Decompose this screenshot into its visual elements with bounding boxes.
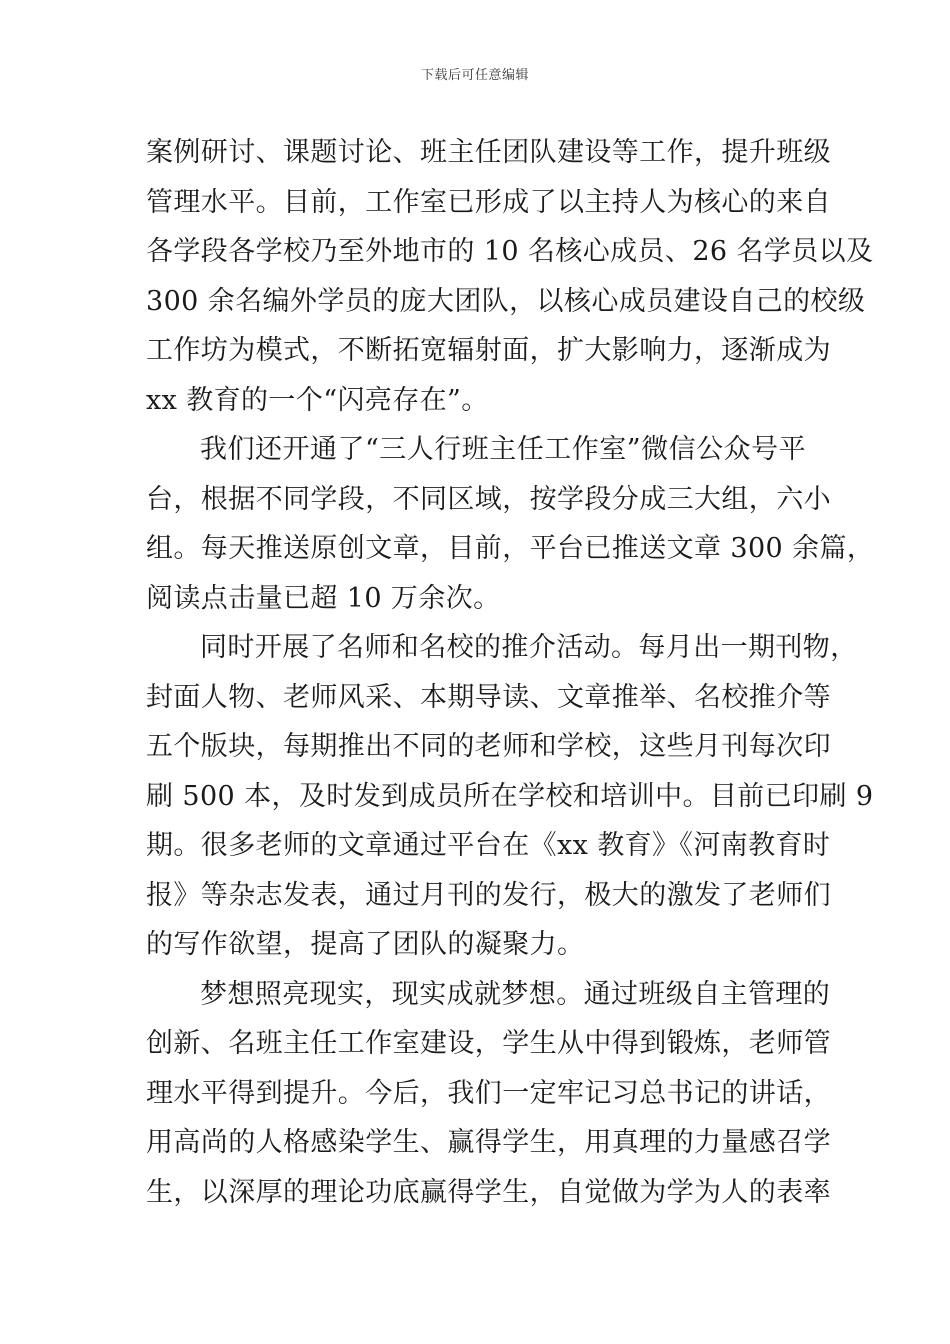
text-line: 梦想照亮现实，现实成就梦想。通过班级自主管理的: [200, 978, 831, 1010]
text-line: 报》等杂志发表，通过月刊的发行，极大的激发了老师们: [146, 879, 831, 911]
text-line: 的写作欲望，提高了团队的凝聚力。: [146, 929, 585, 960]
text-line: 各学段各学校乃至外地市的 10 名核心成员、26 名学员以及: [146, 236, 874, 267]
text-line: 管理水平。目前，工作室已形成了以主持人为核心的来自: [146, 186, 831, 218]
body-text: [146, 128, 875, 1217]
text-line: 我们还开通了“三人行班主任工作室”微信公众号平: [200, 434, 806, 465]
text-line: 阅读点击量已超 10 万余次。: [146, 582, 501, 614]
text-line: 生，以深厚的理论功底赢得学生，自觉做为学为人的表率: [146, 1176, 831, 1208]
text-line: 案例研讨、课题讨论、班主任团队建设等工作，提升班级: [146, 137, 831, 168]
text-line: 创新、名班主任工作室建设，学生从中得到锻炼，老师管: [146, 1028, 831, 1059]
text-line: 用高尚的人格感染学生、赢得学生，用真理的力量感召学: [146, 1127, 831, 1158]
text-line: 五个版块，每期推出不同的老师和学校，这些月刊每次印: [146, 731, 831, 762]
paragraph-1: [146, 128, 874, 425]
text-line: xx 教育的一个“闪亮存在”。: [146, 384, 489, 416]
text-line: 期。很多老师的文章通过平台在《xx 教育》《河南教育时: [146, 830, 831, 861]
paragraph-4: [146, 970, 831, 1218]
text-line: 300 余名编外学员的庞大团队，以核心成员建设自己的校级: [146, 285, 866, 317]
text-line: 刷 500 本，及时发到成员所在学校和培训中。目前已印刷 9: [146, 780, 874, 812]
text-line: 组。每天推送原创文章，目前，平台已推送文章 300 余篇，: [146, 533, 875, 564]
paragraph-3: [146, 623, 874, 970]
text-line: 同时开展了名师和名校的推介活动。每月出一期刊物，: [200, 632, 858, 663]
text-line: 封面人物、老师风采、本期导读、文章推举、名校推介等: [146, 681, 831, 713]
text-line: 台，根据不同学段，不同区域，按学段分成三大组，六小: [146, 483, 831, 515]
text-line: 理水平得到提升。今后，我们一定牢记习总书记的讲话，: [146, 1077, 831, 1109]
header-note: 下载后可任意编辑: [420, 68, 529, 83]
text-line: 工作坊为模式，不断拓宽辐射面，扩大影响力，逐渐成为: [146, 335, 831, 366]
paragraph-2: [146, 425, 875, 623]
